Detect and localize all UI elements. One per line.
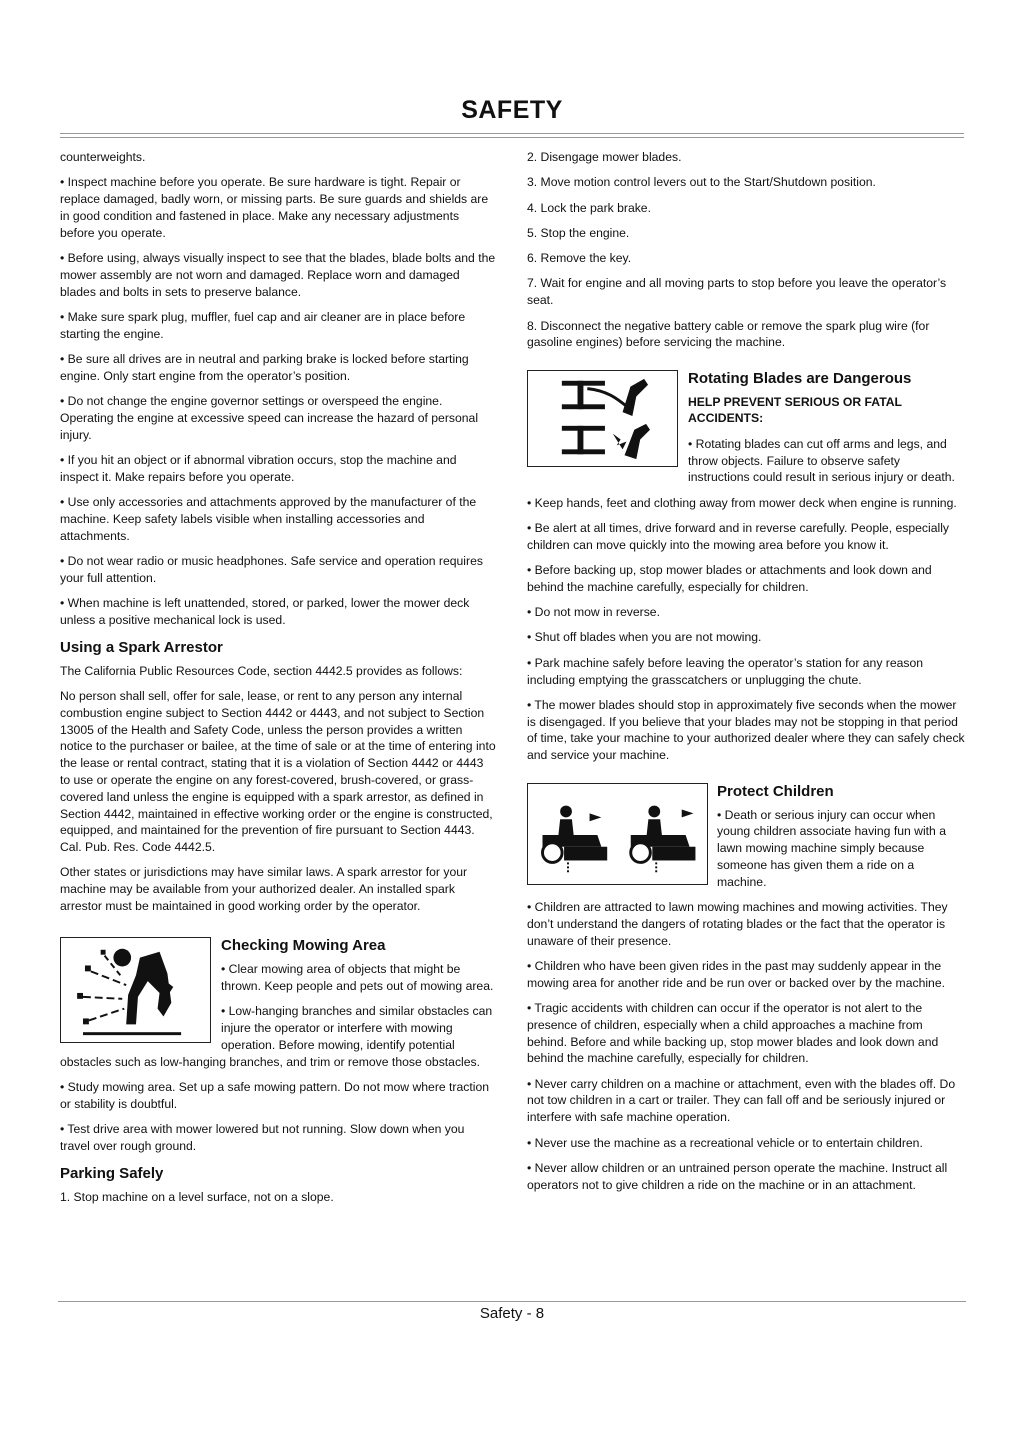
header-rule — [60, 133, 964, 138]
bullet: • The mower blades should stop in approximately five seconds when the mower is disengaged. If you believe that your blades may not be stopping in that period of time, take your machine to your authorized dealer where they can safely check and service your machine. — [527, 697, 965, 763]
bullet: • Never allow children or an untrained person operate the machine. Instruct all operators not to give children a ride on the machine or in an attachment. — [527, 1160, 948, 1192]
bullet: • Make sure spark plug, muffler, fuel cap and air cleaner are in place before starting the engine. — [60, 309, 466, 341]
section-heading-parking-safely: Parking Safely — [60, 1164, 164, 1182]
bullet: • Use only accessories and attachments approved by the manufacturer of the machine. Keep safety labels visible when installing accessories and attachments. — [60, 495, 477, 543]
footer-rule — [58, 1301, 966, 1302]
bullet: • Before using, always visually inspect to see that the blades, blade bolts and the mower assembly are not worn and damaged. Replace worn and damaged blades and bolts in sets to preserve balance. — [60, 250, 496, 299]
bullet: • Be sure all drives are in neutral and parking brake is locked before starting engine. Only start engine from the operator’s position. — [60, 351, 469, 383]
step: 8. Disconnect the negative battery cable or remove the spark plug wire (for gasoline engines) before servicing the machine. — [527, 318, 930, 350]
bullet: • Rotating blades can cut off arms and legs, and throw objects. Failure to observe safety instructions could result in serious injury or death. — [688, 436, 955, 485]
section-heading-checking-mowing-area: Checking Mowing Area — [221, 937, 386, 955]
step: 4. Lock the park brake. — [527, 200, 651, 215]
bullet: • Keep hands, feet and clothing away from mower deck when engine is running. — [527, 495, 957, 510]
page-title: SAFETY — [461, 96, 563, 124]
bullet: • Shut off blades when you are not mowing. — [527, 630, 762, 645]
left-column — [60, 149, 496, 1214]
bullet: • Never carry children on a machine or attachment, even with the blades off. Do not tow children in a cart or trailer. They can fall off and be seriously injured or interfere with safe machine operation. — [527, 1076, 956, 1125]
right-column — [527, 149, 965, 1202]
thrown-objects-icon — [61, 938, 210, 1042]
bullet: • Do not change the engine governor settings or overspeed the engine. Operating the engine at excessive speed can increase the hazard of personal injury. — [60, 394, 479, 442]
bullet: • Inspect machine before you operate. Be sure hardware is tight. Repair or replace damaged, badly worn, or missing parts. Be sure guards and shields are in good condition and fastened in place. Make any necessary adjustments before you operate. — [60, 175, 489, 240]
step: 3. Move motion control levers out to the Start/Shutdown position. — [527, 175, 876, 190]
bullet: • Children are attracted to lawn mowing machines and mowing activities. They don’t understand the dangers of rotating blades or the fact that the operator is unaware of their presence. — [527, 900, 948, 948]
paragraph: Other states or jurisdictions may have similar laws. A spark arrestor for your machine may be available from your authorized dealer. An installed spark arrestor must be maintained in good working order by the operator. — [60, 865, 468, 913]
bullet: • Clear mowing area of objects that might be thrown. Keep people and pets out of mowing area. — [221, 962, 494, 994]
rotating-blades-warning-image — [527, 370, 678, 467]
bullet: • Never use the machine as a recreational vehicle or to entertain children. — [527, 1135, 923, 1150]
section-heading-rotating-blades: Rotating Blades are Dangerous — [688, 369, 912, 387]
section-heading-spark-arrestor: Using a Spark Arrestor — [60, 638, 223, 656]
page-number: Safety - 8 — [479, 1305, 545, 1322]
bullet: • Park machine safely before leaving the operator’s station for any reason including emptying the grasscatchers or unplugging the chute. — [527, 655, 924, 687]
step: 1. Stop machine on a level surface, not on a slope. — [60, 1189, 334, 1204]
protect-children-warning-image — [527, 783, 708, 885]
step: 6. Remove the key. — [527, 251, 632, 266]
thrown-objects-warning-image — [60, 937, 211, 1043]
bullet: • Do not wear radio or music headphones. Safe service and operation requires your full attention. — [60, 553, 483, 585]
bullet: • Before backing up, stop mower blades or attachments and look down and behind the machine carefully, especially for children. — [527, 563, 932, 594]
bullet: • Test drive area with mower lowered but not running. Slow down when you travel over rough ground. — [60, 1122, 465, 1153]
bullet: • When machine is left unattended, stored, or parked, lower the mower deck unless a positive mechanical lock is used. — [60, 596, 470, 627]
step: 5. Stop the engine. — [527, 225, 630, 240]
bullet: • Children who have been given rides in the past may suddenly appear in the mowing area for another ride and be run over or backed over by the machine. — [527, 958, 945, 990]
bullet: • Death or serious injury can occur when young children associate having fun with a lawn mowing machine simply because someone has given them a ride on a machine. — [717, 807, 946, 889]
warning-subheading: HELP PREVENT SERIOUS OR FATAL ACCIDENTS: — [688, 394, 902, 426]
paragraph: No person shall sell, offer for sale, lease, or rent to any person any internal combustion engine subject to Section 4442 or 4443, and not subject to Section 13005 of the Health and Safety Code, unless the person provides a written notice to the purchaser or bailee, at the time of sale or at the time of entering into the lease or rental contract, stating that it is a violation of Section 4442 or 4443 to use or operate the engine on any forest-covered, brush-covered, or grass-covered land unless the engine is equipped with a spark arrestor, as defined in Section 4442, maintained in effective working order or the engine is constructed, equipped, and maintained for the prevention of fire pursuant to Section 4443. Cal. Pub. Res. Code 4442.5. — [60, 688, 496, 855]
step: 7. Wait for engine and all moving parts to stop before you leave the operator’s seat. — [527, 276, 947, 308]
paragraph: counterweights. — [60, 150, 146, 164]
bullet: • Low-hanging branches and similar obstacles can injure the operator or interfere with mowing operation. Before mowing, identify potential obstacles such as low-hanging branches, and trim or remove those obstacles. — [60, 1004, 493, 1069]
bullet: • Study mowing area. Set up a safe mowing pattern. Do not mow where traction or stability is doubtful. — [60, 1080, 490, 1111]
bullet: • If you hit an object or if abnormal vibration occurs, stop the machine and inspect it. Make repairs before you operate. — [60, 452, 457, 484]
bullet: • Be alert at all times, drive forward and in reverse carefully. People, especially children can move quickly into the mowing area before you know it. — [527, 520, 949, 552]
bullet: • Tragic accidents with children can occur if the operator is not alert to the presence of children, especially when a child approaches a machine from behind. Before and while backing up, stop mower blades and look down and behind the machine carefully, especially for children. — [527, 1000, 939, 1066]
section-heading-protect-children: Protect Children — [717, 782, 834, 800]
bullet: • Do not mow in reverse. — [527, 605, 660, 620]
child-mower-hazard-icon — [528, 784, 707, 884]
blade-hazard-icon — [528, 371, 677, 466]
paragraph: The California Public Resources Code, section 4442.5 provides as follows: — [60, 663, 463, 678]
step: 2. Disengage mower blades. — [527, 150, 682, 164]
